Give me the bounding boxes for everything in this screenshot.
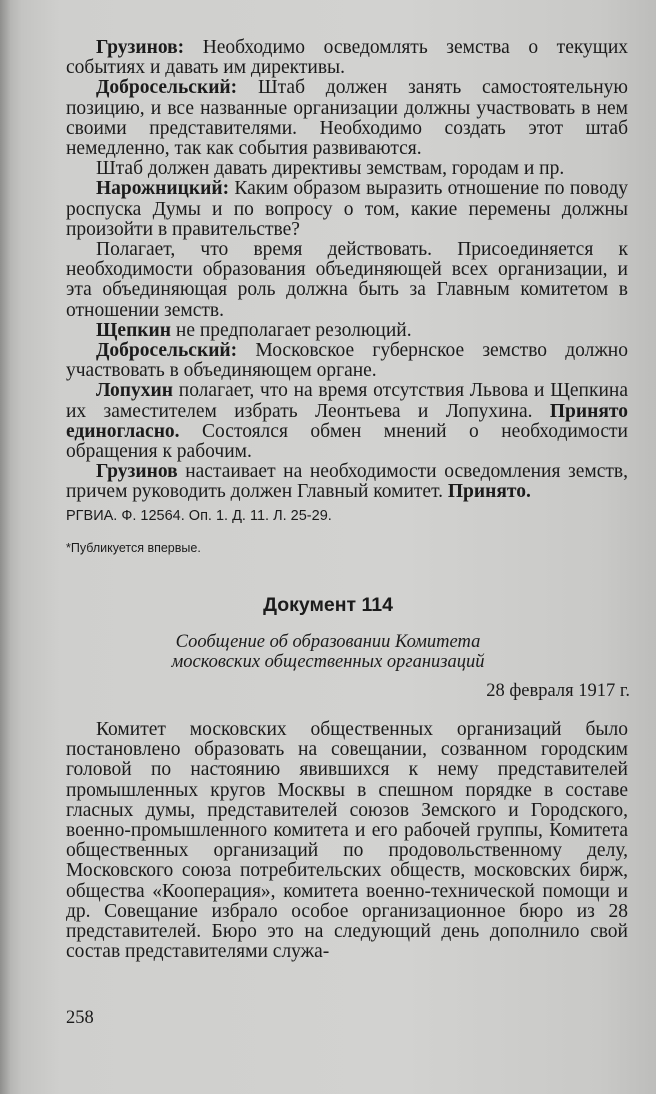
publication-note: *Публикуется впервые. (66, 541, 201, 555)
paragraph: Полагает, что время действовать. Присоединяется к необходимости образования объединяющей всех организации, и эта объединяющая роль должна быть за Главным комитетом в отношении земств. (66, 239, 628, 321)
speaker-name: Грузинов (96, 461, 178, 483)
paragraph: Штаб должен давать директивы земствам, городам и пр. (96, 158, 565, 180)
speaker-name: Нарожницкий: (96, 178, 230, 200)
decision-text: Принято. (447, 481, 531, 503)
paragraph: Грузинов настаивает на необходимости осведомления земств, причем руководить должен Главный комитет. Принято. (66, 461, 628, 503)
speaker-name: Щепкин (96, 319, 172, 341)
document-subtitle: Сообщение об образовании Комитета московских общественных организаций (171, 632, 485, 672)
page-number: 258 (66, 1008, 94, 1028)
minutes-text (66, 38, 628, 503)
paragraph: Грузинов: Необходимо осведомлять земства о текущих событиях и давать им директивы. (66, 37, 628, 79)
speaker-name: Добросельский: (96, 77, 238, 99)
paragraph: Добросельский: Московское губернское земство должно участвовать в объединяющем органе. (66, 340, 628, 382)
paragraph: Добросельский: Штаб должен занять самостоятельную позицию, и все названные организации должны участвовать в нем своими представителями. Необходимо создать этот штаб немедленно, так как события развиваются. (66, 77, 628, 160)
speaker-name: Добросельский: (96, 340, 238, 362)
decision-text: Принято единогласно. (66, 400, 628, 442)
paragraph: Лопухин полагает, что на время отсутствия Львова и Щепкина их заместителем избрать Леонтьева и Лопухина. Принято единогласно. Состоялся обмен мнений о необходимости обращения к рабочим. (66, 380, 628, 463)
paragraph: Нарожницкий: Каким образом выразить отношение по поводу роспуска Думы и по вопросу о том, какие перемены должны произойти в правительстве? (66, 178, 628, 240)
paragraph: Щепкин не предполагает резолюций. (96, 319, 412, 341)
document-title: Документ 114 (263, 594, 393, 616)
speaker-name: Грузинов: (96, 37, 185, 58)
page-edge-shadow (0, 0, 10, 1094)
archive-source: РГВИА. Ф. 12564. Оп. 1. Д. 11. Л. 25-29. (66, 508, 332, 524)
document-body (66, 720, 628, 962)
paragraph: Комитет московских общественных организаций было постановлено образовать на совещании, созванном городским головой по настоянию явившихся к нему представителей промышленных кругов Москвы в спешном порядке в составе гласных думы, представителей союзов Земского и Городского, военно-промышленного комитета и его рабочей группы, Комитета общественных организаций по продовольственному делу, Московского союза потребительских обществ, московских бирж, общества «Кооперация», комитета военно-технической помощи и др. Совещание избрало особое организационное бюро из 28 представителей. Бюро это на следующий день дополнило свой состав представителями служа- (66, 719, 628, 963)
speaker-name: Лопухин (96, 380, 174, 402)
document-date: 28 февраля 1917 г. (486, 681, 630, 701)
